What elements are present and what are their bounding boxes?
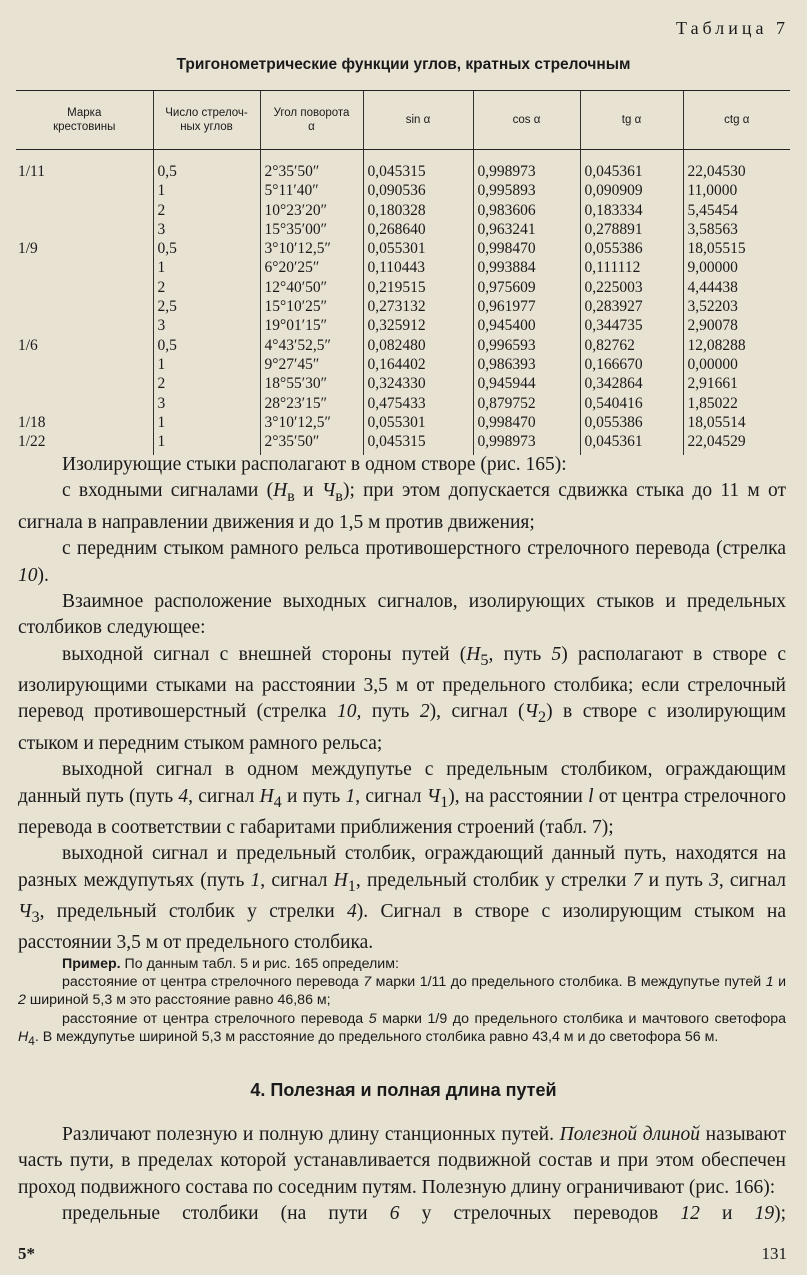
cell-angle: 2°35′50″ — [260, 162, 363, 181]
cell-mark — [16, 355, 153, 374]
cell-mark — [16, 394, 153, 413]
cell-ctg: 3,52203 — [683, 297, 790, 316]
cell-sin: 0,090536 — [363, 181, 473, 200]
cell-angle: 3°10′12,5″ — [260, 413, 363, 432]
cell-mark: 1/11 — [18, 163, 45, 180]
col-header-cos: cos α — [473, 91, 580, 150]
cell-ctg: 2,91661 — [683, 374, 790, 393]
col-header-count: Число стрелоч- ных углов — [153, 91, 260, 150]
cell-sin: 0,082480 — [363, 336, 473, 355]
cell-ctg: 4,44438 — [683, 278, 790, 297]
cell-tg: 0,055386 — [580, 239, 683, 258]
cell-tg: 0,183334 — [580, 201, 683, 220]
cell-mark — [16, 220, 153, 239]
cell-angle: 15°35′00″ — [260, 220, 363, 239]
cell-cos: 0,961977 — [473, 297, 580, 316]
cell-ctg: 2,90078 — [683, 316, 790, 335]
paragraph: выходной сигнал в одном междупутье с предельным столбиком, ограждающим данный путь (путь 4, сигнал $Н_4$ и путь 1, сигнал $Ч_1$), на расстоянии l от центра стрелочного перевода в соответствии с габаритами приближения строений (табл. 7); — [18, 759, 786, 838]
table-row — [16, 220, 790, 239]
table-row — [16, 239, 790, 258]
cell-ctg: 0,00000 — [683, 355, 790, 374]
cell-cos: 0,995893 — [473, 181, 580, 200]
table-row — [16, 413, 790, 432]
cell-angle: 4°43′52,5″ — [260, 336, 363, 355]
cell-cos: 0,945400 — [473, 316, 580, 335]
paragraph: с входными сигналами ($Н_в$ и $Ч_в$); при этом допускается сдвижка стыка до 11 м от сигнала в направлении движения и до 1,5 м против движения; — [18, 480, 786, 533]
cell-count: 2 — [153, 201, 260, 220]
cell-ctg: 12,08288 — [683, 336, 790, 355]
cell-tg: 0,045361 — [580, 162, 683, 181]
cell-count: 2 — [153, 278, 260, 297]
cell-cos: 0,983606 — [473, 201, 580, 220]
cell-tg: 0,283927 — [580, 297, 683, 316]
table-row — [16, 297, 790, 316]
cell-ctg: 22,04529 — [683, 432, 790, 455]
paragraph: предельные столбики (на пути 6 у стрелочных переводов 12 и 19); — [62, 1203, 786, 1225]
cell-count: 1 — [153, 181, 260, 200]
cell-ctg: 1,85022 — [683, 394, 790, 413]
cell-mark — [16, 181, 153, 200]
table-row — [16, 316, 790, 335]
col-header-ctg: ctg α — [683, 91, 790, 150]
signature-mark: 5* — [18, 1244, 35, 1263]
table-header-row — [16, 91, 790, 150]
cell-count: 0,5 — [153, 162, 260, 181]
cell-ctg: 18,05514 — [683, 413, 790, 432]
example-block — [18, 955, 786, 1050]
cell-count: 1 — [153, 355, 260, 374]
cell-cos: 0,975609 — [473, 278, 580, 297]
cell-mark — [16, 258, 153, 277]
cell-cos: 0,963241 — [473, 220, 580, 239]
cell-tg: 0,225003 — [580, 278, 683, 297]
cell-cos: 0,998973 — [473, 432, 580, 455]
cell-tg: 0,090909 — [580, 181, 683, 200]
col-header-mark: Марка крестовины — [16, 91, 153, 150]
cell-tg: 0,342864 — [580, 374, 683, 393]
trig-functions-table — [16, 90, 790, 455]
cell-mark: 1/9 — [18, 240, 38, 258]
cell-cos: 0,879752 — [473, 394, 580, 413]
cell-angle: 3°10′12,5″ — [260, 239, 363, 258]
cell-angle: 19°01′15″ — [260, 316, 363, 335]
paragraph: Изолирующие стыки располагают в одном створе (рис. 165): — [62, 454, 567, 475]
cell-cos: 0,998470 — [473, 239, 580, 258]
cell-ctg: 22,04530 — [683, 162, 790, 181]
cell-tg: 0,111112 — [580, 258, 683, 277]
section-heading: 4. Полезная и полная длина путей — [250, 1080, 557, 1100]
table-spacer-row — [16, 150, 790, 163]
paragraph: выходной сигнал и предельный столбик, ограждающий данный путь, находятся на разных междупутьях (путь 1, сигнал $Н_1$, предельный столбик у стрелки 7 и путь 3, сигнал $Ч_3$, предельный столбик у стрелки 4). Сигнал в створе с изолирующим стыком на расстоянии 3,5 м от предельного столбика. — [18, 843, 786, 954]
table-row — [16, 374, 790, 393]
cell-ctg: 5,45454 — [683, 201, 790, 220]
cell-count: 1 — [153, 258, 260, 277]
cell-cos: 0,945944 — [473, 374, 580, 393]
paragraph: Различают полезную и полную длину станционных путей. Полезной длиной называют часть пути, в пределах которой устанавливается подвижной состав и при этом обеспечен проход подвижного состава по соседним путям. Полезную длину ограничивают (рис. 166): — [18, 1124, 786, 1198]
table-row — [16, 394, 790, 413]
cell-cos: 0,998973 — [473, 162, 580, 181]
cell-sin: 0,055301 — [363, 413, 473, 432]
cell-count: 3 — [153, 316, 260, 335]
cell-mark — [16, 297, 153, 316]
cell-mark — [16, 201, 153, 220]
table-body — [16, 150, 790, 456]
cell-count: 2 — [153, 374, 260, 393]
page-number: 131 — [761, 1244, 787, 1263]
cell-angle: 12°40′50″ — [260, 278, 363, 297]
cell-cos: 0,998470 — [473, 413, 580, 432]
cell-tg: 0,045361 — [580, 432, 683, 455]
cell-tg: 0,278891 — [580, 220, 683, 239]
cell-angle: 5°11′40″ — [260, 181, 363, 200]
cell-count: 1 — [153, 432, 260, 455]
cell-ctg: 11,0000 — [683, 181, 790, 200]
cell-cos: 0,996593 — [473, 336, 580, 355]
table-row — [16, 181, 790, 200]
cell-angle: 9°27′45″ — [260, 355, 363, 374]
cell-sin: 0,325912 — [363, 316, 473, 335]
cell-cos: 0,993884 — [473, 258, 580, 277]
section-text — [18, 1122, 786, 1228]
cell-sin: 0,164402 — [363, 355, 473, 374]
example-item: расстояние от центра стрелочного перевода 7 марки 1/11 до предельного столбика. В междупутье путей 1 и 2 шириной 5,3 м это расстояние равно 46,86 м; — [18, 974, 786, 1009]
cell-count: 0,5 — [153, 336, 260, 355]
cell-tg: 0,055386 — [580, 413, 683, 432]
cell-sin: 0,219515 — [363, 278, 473, 297]
cell-sin: 0,475433 — [363, 394, 473, 413]
table-row — [16, 278, 790, 297]
col-header-tg: tg α — [580, 91, 683, 150]
cell-ctg: 18,05515 — [683, 239, 790, 258]
table-row — [16, 201, 790, 220]
cell-sin: 0,180328 — [363, 201, 473, 220]
table-title: Тригонометрические функции углов, кратных стрелочным — [176, 56, 631, 73]
cell-mark: 1/18 — [18, 413, 46, 431]
cell-tg: 0,540416 — [580, 394, 683, 413]
cell-angle: 2°35′50″ — [260, 432, 363, 455]
example-item: расстояние от центра стрелочного перевода 5 марки 1/9 до предельного столбика и мачтового светофора $Н_4$. В междупутье шириной 5,3 м расстояние до предельного столбика равно 43,4 м и до светофора 56 м. — [18, 1010, 786, 1048]
cell-sin: 0,045315 — [363, 432, 473, 455]
cell-ctg: 9,00000 — [683, 258, 790, 277]
col-header-angle: Угол поворота α — [260, 91, 363, 150]
cell-sin: 0,110443 — [363, 258, 473, 277]
paragraph: с передним стыком рамного рельса противошерстного стрелочного перевода (стрелка 10). — [18, 538, 786, 586]
table-row — [16, 162, 790, 181]
table-row — [16, 258, 790, 277]
cell-mark — [16, 316, 153, 335]
cell-mark — [16, 278, 153, 297]
cell-mark: 1/22 — [18, 433, 46, 451]
cell-sin: 0,324330 — [363, 374, 473, 393]
cell-mark — [16, 374, 153, 393]
cell-count: 1 — [153, 413, 260, 432]
cell-angle: 15°10′25″ — [260, 297, 363, 316]
paragraph: выходной сигнал с внешней стороны путей ($Н_5$, путь 5) располагают в створе с изолирующими стыками на расстоянии 3,5 м от предельного столбика; если стрелочный перевод противошерстный (стрелка 10, путь 2), сигнал $(Ч_2)$ в створе с изолирующим стыком и передним стыком рамного рельса; — [18, 643, 787, 754]
cell-sin: 0,273132 — [363, 297, 473, 316]
cell-tg: 0,82762 — [580, 336, 683, 355]
example-label: Пример. — [62, 956, 121, 972]
cell-count: 0,5 — [153, 239, 260, 258]
table-label: Таблица 7 — [676, 18, 789, 38]
col-header-sin: sin α — [363, 91, 473, 150]
cell-ctg: 3,58563 — [683, 220, 790, 239]
cell-count: 3 — [153, 220, 260, 239]
cell-angle: 6°20′25″ — [260, 258, 363, 277]
cell-angle: 18°55′30″ — [260, 374, 363, 393]
table-row — [16, 355, 790, 374]
cell-mark: 1/6 — [18, 336, 38, 354]
cell-tg: 0,344735 — [580, 316, 683, 335]
table-row — [16, 336, 790, 355]
body-text — [18, 452, 786, 957]
cell-sin: 0,268640 — [363, 220, 473, 239]
cell-angle: 10°23′20″ — [260, 201, 363, 220]
cell-tg: 0,166670 — [580, 355, 683, 374]
cell-sin: 0,045315 — [363, 162, 473, 181]
cell-count: 3 — [153, 394, 260, 413]
paragraph: Взаимное расположение выходных сигналов, изолирующих стыков и предельных столбиков следующее: — [18, 590, 786, 639]
cell-angle: 28°23′15″ — [260, 394, 363, 413]
cell-cos: 0,986393 — [473, 355, 580, 374]
cell-count: 2,5 — [153, 297, 260, 316]
cell-sin: 0,055301 — [363, 239, 473, 258]
example-intro: Пример. По данным табл. 5 и рис. 165 определим: — [62, 956, 399, 972]
